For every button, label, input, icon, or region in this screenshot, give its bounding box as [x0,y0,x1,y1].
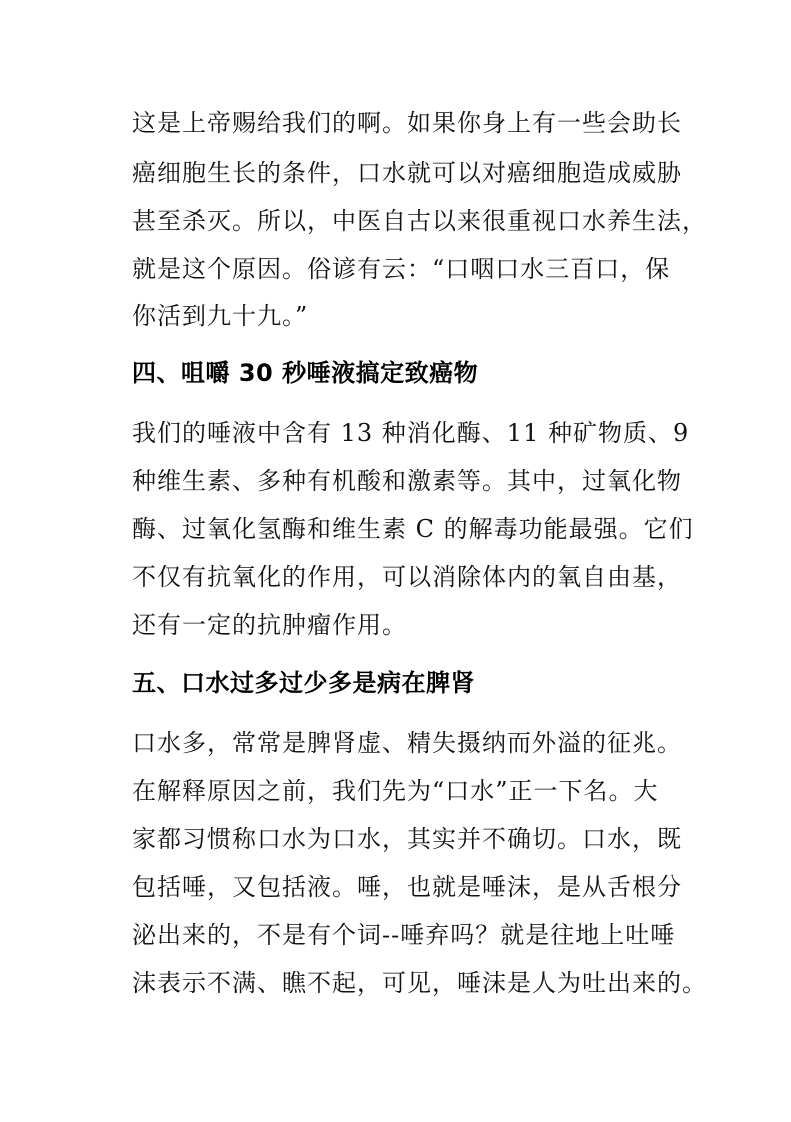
intro-line: 你活到九十九。” [132,302,309,330]
section-5-line: 口水多，常常是脾肾虚、精失摄纳而外溢的征兆。 [132,729,682,757]
section-4-line: 酶、过氧化氢酶和维生素 C 的解毒功能最强。它们 [132,515,694,543]
section-4-line: 不仅有抗氧化的作用，可以消除体内的氧自由基， [132,563,682,591]
intro-line: 就是这个原因。俗谚有云：“口咽口水三百口，保 [132,255,671,283]
intro-line: 这是上帝赐给我们的啊。如果你身上有一些会助长 [132,109,682,137]
section-5-line: 家都习惯称口水为口水，其实并不确切。口水，既 [132,825,682,853]
intro-line: 癌细胞生长的条件，口水就可以对癌细胞造成威胁 [132,159,682,187]
section-5-heading: 五、口水过多过少多是病在脾肾 [132,669,475,697]
section-4-line: 还有一定的抗肿瘤作用。 [132,611,407,639]
section-4-line: 我们的唾液中含有 13 种消化酶、11 种矿物质、9 [132,419,690,447]
section-5-line: 在解释原因之前，我们先为“口水”正一下名。大 [132,777,659,805]
section-4-line: 种维生素、多种有机酸和激素等。其中，过氧化物 [132,467,682,495]
section-5-line: 沫表示不满、瞧不起，可见，唾沫是人为吐出来的。 [132,969,707,997]
section-5-line: 包括唾，又包括液。唾，也就是唾沫，是从舌根分 [132,873,682,901]
section-5-line: 泌出来的，不是有个词--唾弃吗？就是往地上吐唾 [132,921,676,949]
intro-line: 甚至杀灭。所以，中医自古以来很重视口水养生法， [132,207,707,235]
section-4-heading: 四、咀嚼 30 秒唾液搞定致癌物 [132,359,479,387]
